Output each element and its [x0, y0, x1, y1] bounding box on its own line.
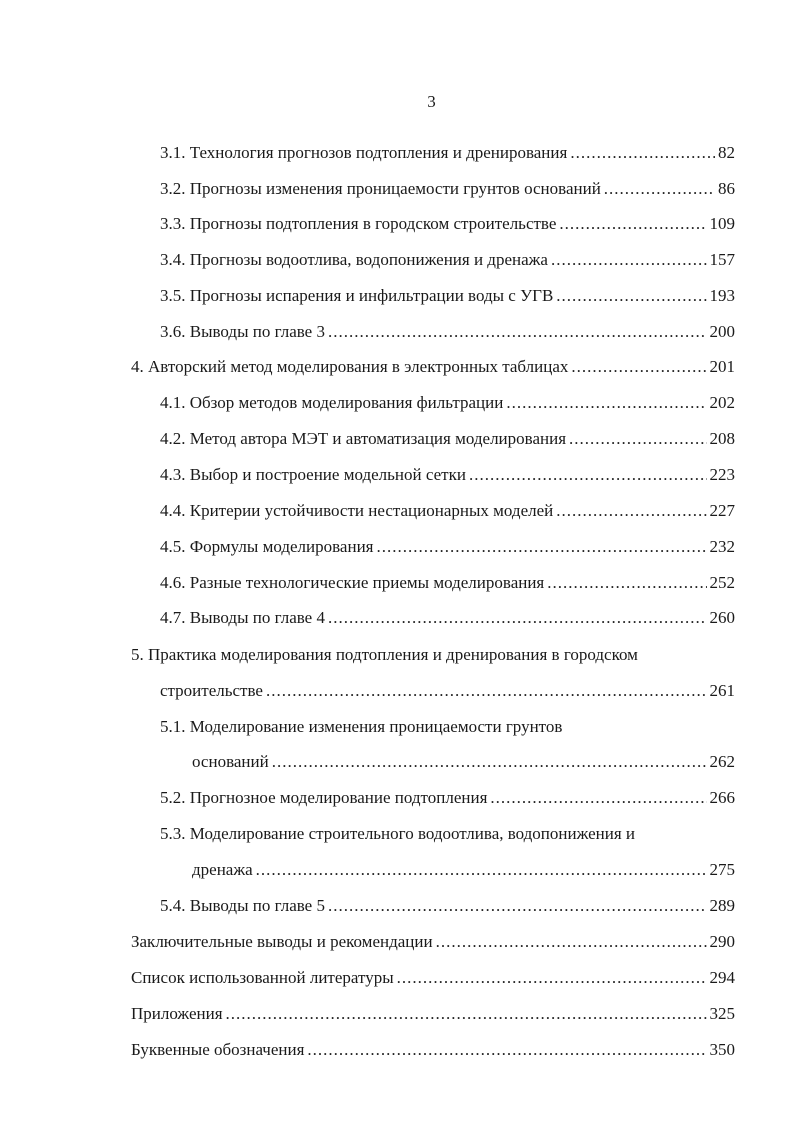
toc-entry-page: 109: [709, 214, 735, 233]
toc-entry-5-1[interactable]: [192, 752, 735, 772]
dot-leader: [604, 179, 715, 199]
dot-leader: [397, 968, 707, 988]
toc-entry-title: 3.2. Прогнозы изменения проницаемости грунтов оснований: [160, 179, 601, 198]
toc-entry-4-5[interactable]: [160, 537, 735, 557]
toc-entry-page: 201: [709, 357, 735, 376]
toc-entry-4-3[interactable]: [160, 465, 735, 485]
toc-entry-5-4[interactable]: [160, 896, 735, 916]
toc-entry-title: Буквенные обозначения: [131, 1040, 305, 1059]
toc-entry-title: 5.4. Выводы по главе 5: [160, 896, 325, 915]
toc-entry-page: 266: [709, 788, 735, 807]
toc-entry-title: 3.3. Прогнозы подтопления в городском строительстве: [160, 214, 557, 233]
toc-entry-3-2[interactable]: [160, 179, 735, 199]
toc-entry-title: оснований: [192, 752, 269, 771]
toc-entry-title: Список использованной литературы: [131, 968, 394, 987]
toc-entry-title: Заключительные выводы и рекомендации: [131, 932, 433, 951]
dot-leader: [377, 537, 707, 557]
dot-leader: [272, 752, 707, 772]
dot-leader: [256, 860, 707, 880]
toc-entry-5-3[interactable]: [192, 860, 735, 880]
toc-entry-title: 4.7. Выводы по главе 4: [160, 608, 325, 627]
toc-entry-5-2[interactable]: [160, 788, 735, 808]
toc-entry-chapter-5[interactable]: [160, 681, 735, 701]
dot-leader: [436, 932, 707, 952]
toc-entry-page: 261: [709, 681, 735, 700]
toc-entry-page: 350: [709, 1040, 735, 1059]
toc-entry-page: 289: [709, 896, 735, 915]
dot-leader: [328, 608, 707, 628]
toc-entry-chapter-5-line1[interactable]: 5. Практика моделирования подтопления и дренирования в городском: [131, 645, 638, 664]
toc-entry-title: Приложения: [131, 1004, 223, 1023]
toc-entry-page: 86: [718, 179, 735, 198]
toc-entry-5-1-line1[interactable]: 5.1. Моделирование изменения проницаемости грунтов: [160, 717, 563, 736]
page-number: 3: [427, 92, 436, 111]
toc-entry-page: 232: [709, 537, 735, 556]
toc-entry-page: 275: [709, 860, 735, 879]
toc-entry-4-1[interactable]: [160, 393, 735, 413]
toc-entry-page: 157: [709, 250, 735, 269]
toc-entry-page: 193: [709, 286, 735, 305]
dot-leader: [569, 429, 706, 449]
toc-entry-page: 252: [709, 573, 735, 592]
toc-entry-title: 3.4. Прогнозы водоотлива, водопонижения и дренажа: [160, 250, 548, 269]
toc-entry-4-6[interactable]: [160, 573, 735, 593]
toc-entry-page: 202: [709, 393, 735, 412]
toc-entry-4-4[interactable]: [160, 501, 735, 521]
dot-leader: [547, 573, 706, 593]
toc-entry-3-3[interactable]: [160, 214, 735, 234]
toc-entry-title: 4.6. Разные технологические приемы моделирования: [160, 573, 545, 592]
toc-entry-page: 260: [709, 608, 735, 627]
toc-entry-page: 223: [709, 465, 735, 484]
toc-entry-title: 5.2. Прогнозное моделирование подтопления: [160, 788, 488, 807]
dot-leader: [328, 322, 707, 342]
dot-leader: [570, 143, 715, 163]
toc-entry-page: 82: [718, 143, 735, 162]
dot-leader: [307, 1040, 706, 1060]
toc-entry-4-2[interactable]: [160, 429, 735, 449]
dot-leader: [226, 1004, 707, 1024]
dot-leader: [469, 465, 707, 485]
toc-entry-title: 3.1. Технология прогнозов подтопления и дренирования: [160, 143, 568, 162]
toc-entry-appendices[interactable]: [131, 1004, 735, 1024]
toc-entry-page: 200: [709, 322, 735, 341]
dot-leader: [506, 393, 706, 413]
toc-entry-4-7[interactable]: [160, 608, 735, 628]
toc-entry-title: 4.5. Формулы моделирования: [160, 537, 374, 556]
toc-entry-page: 208: [709, 429, 735, 448]
dot-leader: [559, 214, 706, 234]
toc-entry-title: 4.2. Метод автора МЭТ и автоматизация моделирования: [160, 429, 567, 448]
toc-entry-title: 4.4. Критерии устойчивости нестационарных моделей: [160, 501, 554, 520]
toc-entry-title: 4.1. Обзор методов моделирования фильтрации: [160, 393, 504, 412]
dot-leader: [556, 501, 706, 521]
toc-entry-3-6[interactable]: [160, 322, 735, 342]
toc-entry-page: 227: [709, 501, 735, 520]
toc-entry-5-3-line1[interactable]: 5.3. Моделирование строительного водоотлива, водопонижения и: [160, 824, 636, 843]
toc-entry-3-5[interactable]: [160, 286, 735, 306]
dot-leader: [328, 896, 707, 916]
toc-entry-3-4[interactable]: [160, 250, 735, 270]
toc-entry-conclusions[interactable]: [131, 932, 735, 952]
toc-entry-page: 325: [709, 1004, 735, 1023]
toc-entry-title: 4.3. Выбор и построение модельной сетки: [160, 465, 466, 484]
dot-leader: [490, 788, 706, 808]
toc-entry-notation[interactable]: [131, 1040, 735, 1060]
toc-entry-page: 294: [709, 968, 735, 987]
toc-entry-chapter-4[interactable]: [131, 357, 735, 377]
dot-leader: [266, 681, 707, 701]
toc-entry-3-1[interactable]: [160, 143, 735, 163]
toc-entry-title: 4. Авторский метод моделирования в электронных таблицах: [131, 357, 569, 376]
dot-leader: [571, 357, 706, 377]
dot-leader: [551, 250, 707, 270]
toc-entry-title: 3.6. Выводы по главе 3: [160, 322, 325, 341]
toc-entry-title: строительстве: [160, 681, 263, 700]
toc-entry-page: 262: [709, 752, 735, 771]
toc-entry-title: дренажа: [192, 860, 253, 879]
toc-entry-page: 290: [709, 932, 735, 951]
toc-entry-references[interactable]: [131, 968, 735, 988]
toc-entry-title: 3.5. Прогнозы испарения и инфильтрации воды с УГВ: [160, 286, 554, 305]
dot-leader: [556, 286, 706, 306]
